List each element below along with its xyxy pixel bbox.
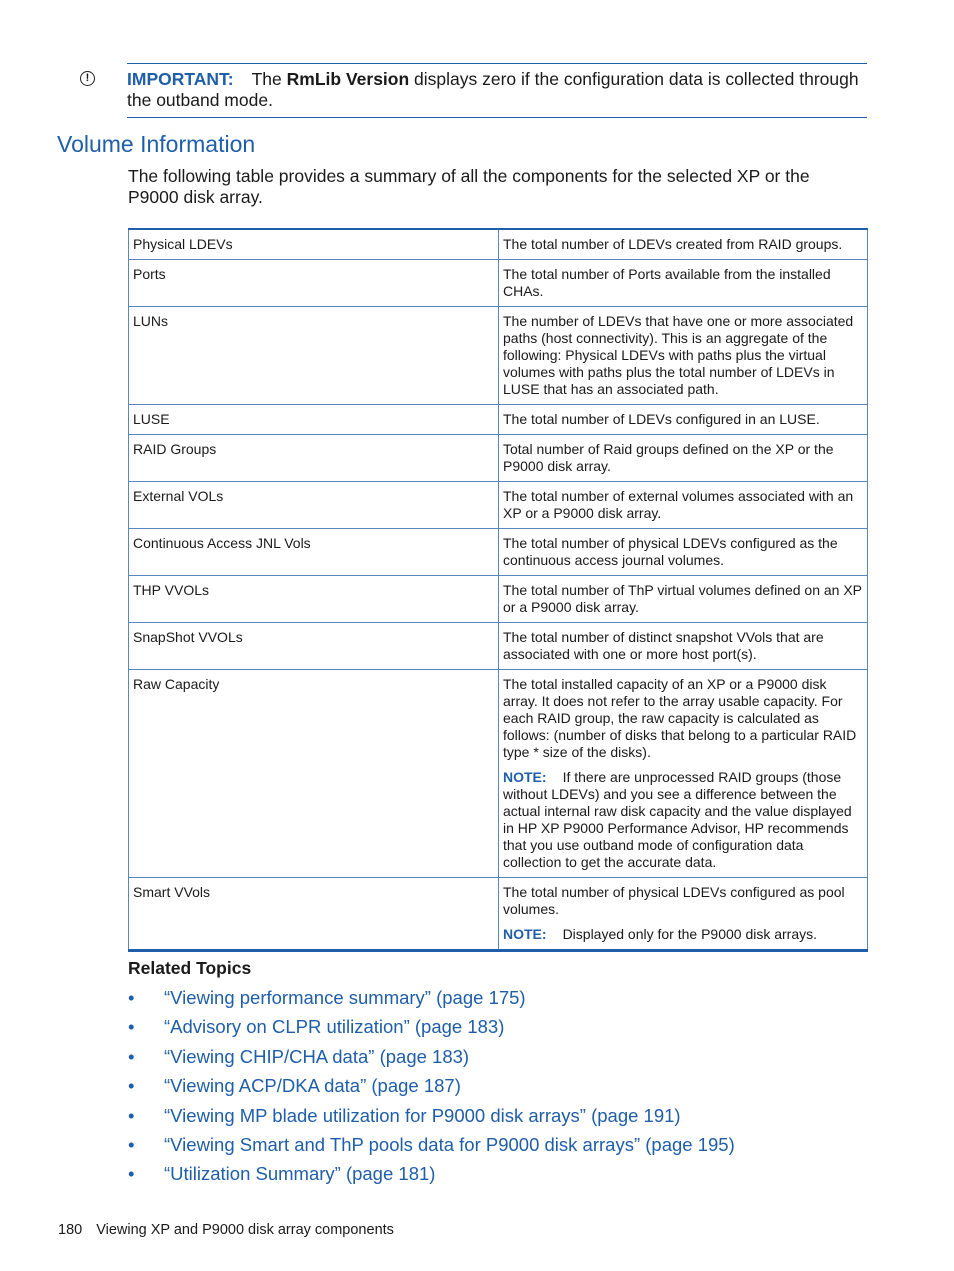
- table-row: [129, 576, 868, 623]
- row-note: [503, 769, 862, 871]
- note-text: Displayed only for the P9000 disk arrays.: [562, 926, 818, 942]
- table-row: [129, 229, 868, 260]
- row-term: THP VVOLs: [129, 576, 499, 623]
- note-label: NOTE:: [503, 769, 547, 785]
- related-topics-list: [128, 987, 735, 1193]
- section-title: Volume Information: [57, 131, 256, 157]
- important-text-before: The: [251, 69, 287, 89]
- table-row: [129, 307, 868, 405]
- related-topic-item: [128, 1046, 735, 1075]
- row-description: The total number of distinct snapshot VVols that are associated with one or more host port(s).: [503, 629, 824, 662]
- row-description-cell: [499, 482, 868, 529]
- row-term: LUSE: [129, 405, 499, 435]
- row-description-cell: [499, 229, 868, 260]
- row-description: The total installed capacity of an XP or a P9000 disk array. It does not refer to the array usable capacity. For each RAID group, the raw capacity is calculated as follows: (number of disks that belong to a particular RAID type * size of the disks).: [503, 676, 857, 760]
- page-number: 180: [58, 1222, 83, 1238]
- row-description: The total number of Ports available from the installed CHAs.: [503, 266, 831, 299]
- exclamation-circle-icon: !: [80, 71, 95, 86]
- important-callout: [127, 63, 867, 118]
- table-row: [129, 529, 868, 576]
- related-topic-link[interactable]: “Viewing ACP/DKA data” (page 187): [164, 1075, 461, 1097]
- row-description-cell: [499, 307, 868, 405]
- row-description: The total number of ThP virtual volumes defined on an XP or a P9000 disk array.: [503, 582, 862, 615]
- row-term: Ports: [129, 260, 499, 307]
- row-description-cell: [499, 670, 868, 878]
- bullet-icon: •: [128, 1133, 135, 1155]
- row-description: The total number of physical LDEVs configured as pool volumes.: [503, 884, 845, 917]
- row-term: Raw Capacity: [129, 670, 499, 878]
- related-topic-link[interactable]: “Viewing performance summary” (page 175): [164, 987, 526, 1008]
- row-description: The number of LDEVs that have one or more associated paths (host connectivity). This is an aggregate of the following: Physical LDEVs with paths plus the virtual volumes with paths plus the total number of LDEVs in LUSE that has an associated path.: [503, 313, 854, 397]
- row-description-cell: [499, 435, 868, 482]
- table-row: [129, 623, 868, 670]
- note-text: If there are unprocessed RAID groups (those without LDEVs) and you see a difference between the actual internal raw disk capacity and the value displayed in HP XP P9000 Performance Advisor, HP recommends that you use outband mode of configuration data collection to get the accurate data.: [503, 769, 852, 870]
- section-intro: The following table provides a summary of all the components for the selected XP or the P9000 disk array.: [128, 166, 810, 207]
- related-topic-link[interactable]: “Utilization Summary” (page 181): [164, 1163, 436, 1185]
- bullet-icon: •: [128, 1104, 135, 1126]
- related-topics-title: Related Topics: [128, 958, 252, 978]
- row-description-cell: [499, 576, 868, 623]
- row-description: The total number of LDEVs created from RAID groups.: [503, 236, 843, 252]
- table-row: [129, 482, 868, 529]
- table-row: [129, 260, 868, 307]
- row-description: The total number of LDEVs configured in an LUSE.: [503, 411, 820, 427]
- table-row: [129, 670, 868, 878]
- row-term: Continuous Access JNL Vols: [129, 529, 499, 576]
- related-topic-item: [128, 1163, 735, 1192]
- row-term: RAID Groups: [129, 435, 499, 482]
- row-description: Total number of Raid groups defined on the XP or the P9000 disk array.: [503, 441, 834, 474]
- volume-information-table: [128, 228, 868, 952]
- related-topic-link[interactable]: “Viewing CHIP/CHA data” (page 183): [164, 1045, 470, 1067]
- bullet-icon: •: [128, 1016, 135, 1038]
- bullet-icon: •: [128, 1045, 135, 1067]
- related-topic-item: [128, 1105, 735, 1134]
- row-description-cell: [499, 623, 868, 670]
- row-description-cell: [499, 405, 868, 435]
- row-description-cell: [499, 878, 868, 951]
- related-topic-item: [128, 1134, 735, 1163]
- chapter-title: Viewing XP and P9000 disk array components: [96, 1222, 394, 1238]
- row-term: SnapShot VVOLs: [129, 623, 499, 670]
- related-topic-item: [128, 987, 735, 1016]
- bullet-icon: •: [128, 1075, 135, 1097]
- related-topic-item: [128, 1016, 735, 1045]
- table-row: [129, 405, 868, 435]
- note-label: NOTE:: [503, 926, 547, 942]
- row-description-cell: [499, 529, 868, 576]
- important-label: IMPORTANT:: [127, 69, 234, 89]
- row-description-cell: [499, 260, 868, 307]
- table-row: [129, 878, 868, 951]
- table-row: [129, 435, 868, 482]
- row-term: External VOLs: [129, 482, 499, 529]
- page-footer: [58, 1222, 394, 1238]
- row-note: [503, 926, 862, 943]
- row-description: The total number of external volumes associated with an XP or a P9000 disk array.: [503, 488, 854, 521]
- bullet-icon: •: [128, 1163, 135, 1185]
- related-topic-link[interactable]: “Viewing MP blade utilization for P9000 disk arrays” (page 191): [164, 1104, 681, 1126]
- important-bold-term: RmLib Version: [286, 69, 410, 89]
- row-term: Smart VVols: [129, 878, 499, 951]
- row-description: The total number of physical LDEVs configured as the continuous access journal volumes.: [503, 535, 838, 568]
- related-topic-item: [128, 1075, 735, 1104]
- bullet-icon: •: [128, 987, 135, 1008]
- important-text-after: displays zero if the configuration data is collected through the outband mode.: [127, 69, 859, 110]
- row-term: LUNs: [129, 307, 499, 405]
- row-term: Physical LDEVs: [129, 229, 499, 260]
- related-topic-link[interactable]: “Advisory on CLPR utilization” (page 183): [164, 1016, 505, 1038]
- related-topic-link[interactable]: “Viewing Smart and ThP pools data for P9000 disk arrays” (page 195): [164, 1133, 735, 1155]
